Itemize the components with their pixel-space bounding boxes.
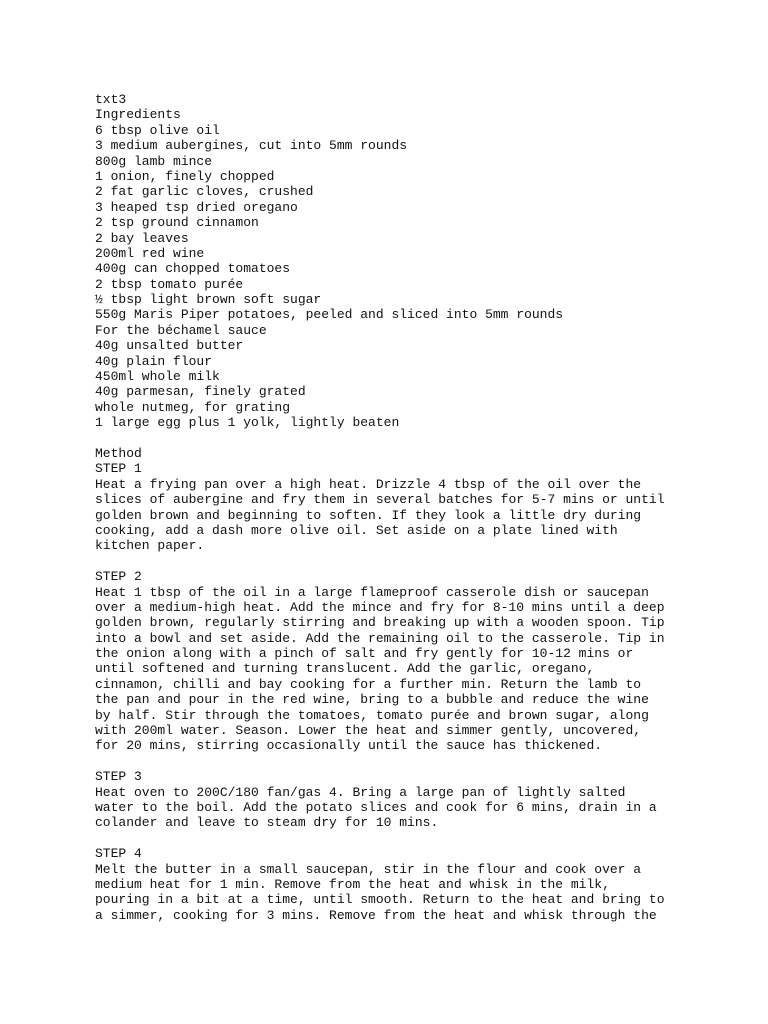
ingredient-line: 2 bay leaves bbox=[95, 230, 189, 246]
method-step bbox=[95, 569, 735, 754]
ingredient-line: 1 onion, finely chopped bbox=[95, 168, 275, 184]
blank-line bbox=[95, 831, 735, 846]
ingredient-line: 200ml red wine bbox=[95, 245, 205, 261]
method-step bbox=[95, 461, 735, 553]
ingredient-line: 2 fat garlic cloves, crushed bbox=[95, 184, 314, 200]
step-text-line: colander and leave to steam dry for 10 mins. bbox=[95, 815, 439, 831]
step-text-line: slices of aubergine and fry them in several batches for 5-7 mins or until bbox=[95, 492, 665, 508]
step-text-line: cooking, add a dash more olive oil. Set aside on a plate lined with bbox=[95, 522, 618, 538]
step-text-line: golden brown and beginning to soften. If they look a little dry during bbox=[95, 507, 642, 523]
step-label: STEP 2 bbox=[95, 569, 142, 585]
ingredients-heading: Ingredients bbox=[95, 107, 181, 123]
subsection-heading: For the béchamel sauce bbox=[95, 322, 267, 338]
step-text-line: with 200ml water. Season. Lower the heat and simmer gently, uncovered, bbox=[95, 723, 642, 739]
ingredient-line: 800g lamb mince bbox=[95, 153, 213, 169]
ingredient-line: 550g Maris Piper potatoes, peeled and sliced into 5mm rounds bbox=[95, 307, 564, 323]
ingredient-line: ½ tbsp light brown soft sugar bbox=[95, 292, 322, 308]
recipe-document bbox=[95, 92, 735, 923]
step-label: STEP 1 bbox=[95, 461, 142, 477]
file-label: txt3 bbox=[95, 92, 127, 107]
step-text-line: Melt the butter in a small saucepan, stir in the flour and cook over a bbox=[95, 861, 642, 877]
ingredient-line: 3 medium aubergines, cut into 5mm rounds bbox=[95, 138, 408, 154]
step-text-line: water to the boil. Add the potato slices and cook for 6 mins, drain in a bbox=[95, 799, 657, 815]
ingredients-list bbox=[95, 123, 735, 431]
step-text-line: into a bowl and set aside. Add the remaining oil to the casserole. Tip in bbox=[95, 630, 665, 646]
ingredient-line: 3 heaped tsp dried oregano bbox=[95, 199, 298, 215]
step-text-line: kitchen paper. bbox=[95, 538, 205, 554]
ingredient-line: 1 large egg plus 1 yolk, lightly beaten bbox=[95, 415, 400, 431]
step-text-line: medium heat for 1 min. Remove from the heat and whisk in the milk, bbox=[95, 876, 610, 892]
step-text-line: cinnamon, chilli and bay cooking for a further min. Return the lamb to bbox=[95, 676, 642, 692]
ingredient-line: 2 tsp ground cinnamon bbox=[95, 215, 259, 231]
ingredient-line: 450ml whole milk bbox=[95, 369, 220, 385]
step-text-line: Heat oven to 200C/180 fan/gas 4. Bring a large pan of lightly salted bbox=[95, 784, 626, 800]
step-label: STEP 3 bbox=[95, 769, 142, 785]
step-text-line: over a medium-high heat. Add the mince and fry for 8-10 mins until a deep bbox=[95, 599, 665, 615]
ingredient-line: 40g unsalted butter bbox=[95, 338, 244, 354]
ingredient-line: 6 tbsp olive oil bbox=[95, 122, 220, 138]
step-text-line: by half. Stir through the tomatoes, tomato purée and brown sugar, along bbox=[95, 707, 649, 723]
blank-line bbox=[95, 754, 735, 769]
step-text-line: golden brown, regularly stirring and breaking up with a wooden spoon. Tip bbox=[95, 615, 665, 631]
step-text-line: until softened and turning translucent. Add the garlic, oregano, bbox=[95, 661, 595, 677]
ingredient-line: 400g can chopped tomatoes bbox=[95, 261, 291, 277]
step-text-line: Heat a frying pan over a high heat. Drizzle 4 tbsp of the oil over the bbox=[95, 476, 642, 492]
step-text-line: for 20 mins, stirring occasionally until the sauce has thickened. bbox=[95, 738, 603, 754]
step-text-line: a simmer, cooking for 3 mins. Remove from the heat and whisk through the bbox=[95, 907, 657, 923]
step-text-line: the pan and pour in the red wine, bring to a bubble and reduce the wine bbox=[95, 692, 649, 708]
ingredient-line: 40g parmesan, finely grated bbox=[95, 384, 306, 400]
step-text-line: pouring in a bit at a time, until smooth. Return to the heat and bring to bbox=[95, 892, 665, 908]
ingredient-line: 40g plain flour bbox=[95, 353, 213, 369]
method-step bbox=[95, 769, 735, 831]
method-step bbox=[95, 846, 735, 923]
ingredient-line: whole nutmeg, for grating bbox=[95, 399, 291, 415]
blank-line bbox=[95, 554, 735, 569]
step-label: STEP 4 bbox=[95, 846, 142, 862]
step-text-line: the onion along with a pinch of salt and fry gently for 10-12 mins or bbox=[95, 646, 634, 662]
ingredient-line: 2 tbsp tomato purée bbox=[95, 276, 244, 292]
blank-line bbox=[95, 431, 735, 446]
method-heading: Method bbox=[95, 445, 142, 461]
step-text-line: Heat 1 tbsp of the oil in a large flameproof casserole dish or saucepan bbox=[95, 584, 649, 600]
